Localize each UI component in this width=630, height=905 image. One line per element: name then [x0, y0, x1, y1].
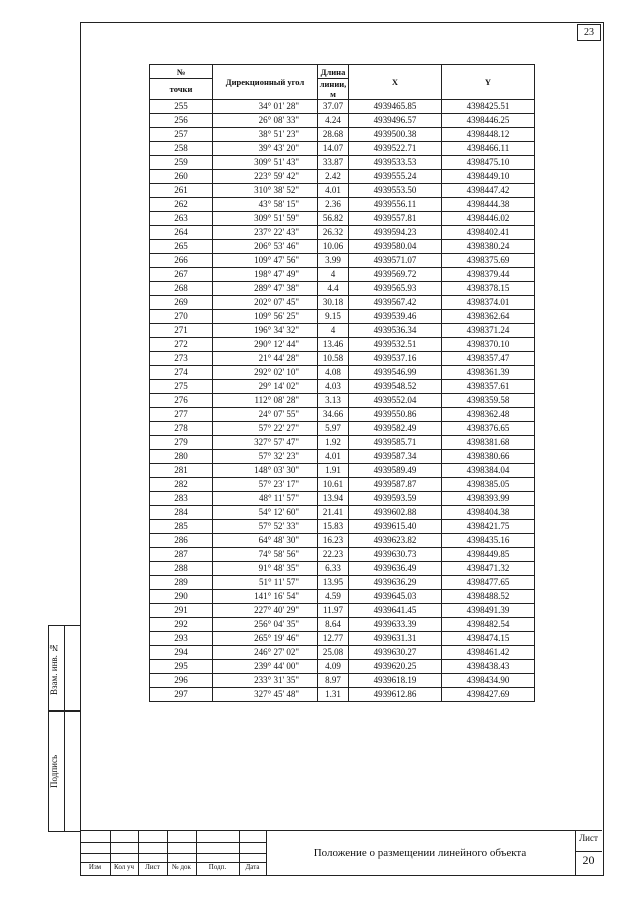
line-length: 4	[318, 268, 349, 282]
coord-x: 4939585.71	[349, 436, 442, 450]
line-length: 1.91	[318, 464, 349, 478]
sheet-number: 20	[582, 853, 595, 867]
coord-x: 4939587.87	[349, 478, 442, 492]
point-number: 289	[150, 576, 213, 590]
coord-x: 4939539.46	[349, 310, 442, 324]
coord-y: 4398375.69	[442, 254, 535, 268]
table-row	[150, 436, 535, 450]
coord-x: 4939552.04	[349, 394, 442, 408]
coord-y: 4398362.64	[442, 310, 535, 324]
coord-y: 4398448.12	[442, 128, 535, 142]
direction-angle: 91° 48' 35"	[213, 562, 318, 576]
table-row	[150, 618, 535, 632]
line-length: 26.32	[318, 226, 349, 240]
direction-angle: 43° 58' 15"	[213, 198, 318, 212]
line-length: 10.06	[318, 240, 349, 254]
line-length: 16.23	[318, 534, 349, 548]
coord-x: 4939465.85	[349, 100, 442, 114]
table-row	[150, 646, 535, 660]
point-number: 267	[150, 268, 213, 282]
direction-angle: 310° 38' 52"	[213, 184, 318, 198]
table-row	[150, 520, 535, 534]
coord-x: 4939565.93	[349, 282, 442, 296]
point-number: 277	[150, 408, 213, 422]
stamp-kol: Кол уч	[114, 863, 134, 871]
header-num: №	[150, 65, 213, 79]
line-length: 15.83	[318, 520, 349, 534]
point-number: 285	[150, 520, 213, 534]
direction-angle: 57° 52' 33"	[213, 520, 318, 534]
table-row	[150, 212, 535, 226]
line-length: 37.07	[318, 100, 349, 114]
line-length: 13.94	[318, 492, 349, 506]
coord-y: 4398488.52	[442, 590, 535, 604]
coord-x: 4939569.72	[349, 268, 442, 282]
line-length: 4.01	[318, 184, 349, 198]
table-row	[150, 464, 535, 478]
table-row	[150, 100, 535, 114]
line-length: 21.41	[318, 506, 349, 520]
table-row	[150, 562, 535, 576]
coord-x: 4939532.51	[349, 338, 442, 352]
direction-angle: 237° 22' 43"	[213, 226, 318, 240]
direction-angle: 292° 02' 10"	[213, 366, 318, 380]
direction-angle: 227° 40' 29"	[213, 604, 318, 618]
table-row	[150, 114, 535, 128]
point-number: 280	[150, 450, 213, 464]
coord-y: 4398427.69	[442, 688, 535, 702]
coord-y: 4398404.38	[442, 506, 535, 520]
coord-y: 4398378.15	[442, 282, 535, 296]
table-row	[150, 198, 535, 212]
coord-x: 4939630.73	[349, 548, 442, 562]
stamp-sign: Подп.	[208, 863, 227, 871]
coord-x: 4939500.38	[349, 128, 442, 142]
table-row	[150, 408, 535, 422]
direction-angle: 39° 43' 20"	[213, 142, 318, 156]
coord-x: 4939631.31	[349, 632, 442, 646]
coord-y: 4398374.01	[442, 296, 535, 310]
table-row	[150, 352, 535, 366]
direction-angle: 265° 19' 46"	[213, 632, 318, 646]
coord-y: 4398435.16	[442, 534, 535, 548]
line-length: 2.36	[318, 198, 349, 212]
direction-angle: 148° 03' 30"	[213, 464, 318, 478]
line-length: 4	[318, 324, 349, 338]
coord-y: 4398434.90	[442, 674, 535, 688]
point-number: 264	[150, 226, 213, 240]
line-length: 10.58	[318, 352, 349, 366]
table-row	[150, 604, 535, 618]
table-row	[150, 674, 535, 688]
direction-angle: 26° 08' 33"	[213, 114, 318, 128]
direction-angle: 109° 47' 56"	[213, 254, 318, 268]
point-number: 258	[150, 142, 213, 156]
line-length: 25.08	[318, 646, 349, 660]
line-length: 8.97	[318, 674, 349, 688]
point-number: 287	[150, 548, 213, 562]
page-number: 23	[577, 24, 601, 41]
coord-y: 4398357.47	[442, 352, 535, 366]
direction-angle: 51° 11' 57"	[213, 576, 318, 590]
coord-y: 4398461.42	[442, 646, 535, 660]
coord-x: 4939623.82	[349, 534, 442, 548]
line-length: 4.24	[318, 114, 349, 128]
point-number: 290	[150, 590, 213, 604]
direction-angle: 34° 01' 28"	[213, 100, 318, 114]
sign-label: Подпись	[49, 754, 59, 788]
coord-x: 4939522.71	[349, 142, 442, 156]
table-body	[150, 100, 535, 702]
point-number: 256	[150, 114, 213, 128]
line-length: 10.61	[318, 478, 349, 492]
coord-y: 4398425.51	[442, 100, 535, 114]
inv-block	[48, 625, 81, 712]
direction-angle: 57° 22' 27"	[213, 422, 318, 436]
point-number: 257	[150, 128, 213, 142]
direction-angle: 109° 56' 25"	[213, 310, 318, 324]
direction-angle: 54° 12' 60"	[213, 506, 318, 520]
point-number: 278	[150, 422, 213, 436]
table-row	[150, 310, 535, 324]
table-row	[150, 632, 535, 646]
line-length: 28.68	[318, 128, 349, 142]
coord-y: 4398371.24	[442, 324, 535, 338]
table-row	[150, 380, 535, 394]
coord-y: 4398361.39	[442, 366, 535, 380]
direction-angle: 29° 14' 02"	[213, 380, 318, 394]
table-row	[150, 338, 535, 352]
coord-x: 4939571.07	[349, 254, 442, 268]
coord-y: 4398362.48	[442, 408, 535, 422]
line-length: 11.97	[318, 604, 349, 618]
table-row	[150, 478, 535, 492]
table-row	[150, 324, 535, 338]
coord-y: 4398370.10	[442, 338, 535, 352]
header-num-bottom: точки	[150, 79, 213, 100]
direction-angle: 327° 45' 48"	[213, 688, 318, 702]
inv-label: Взам. инв. №	[49, 642, 59, 695]
direction-angle: 256° 04' 35"	[213, 618, 318, 632]
table-row	[150, 156, 535, 170]
line-length: 4.59	[318, 590, 349, 604]
point-number: 293	[150, 632, 213, 646]
direction-angle: 112° 08' 28"	[213, 394, 318, 408]
point-number: 282	[150, 478, 213, 492]
line-length: 3.13	[318, 394, 349, 408]
point-number: 263	[150, 212, 213, 226]
coord-x: 4939620.25	[349, 660, 442, 674]
line-length: 4.08	[318, 366, 349, 380]
point-number: 286	[150, 534, 213, 548]
coord-y: 4398447.42	[442, 184, 535, 198]
coord-y: 4398393.99	[442, 492, 535, 506]
coord-y: 4398449.10	[442, 170, 535, 184]
header-angle: Дирекционный угол	[213, 65, 318, 100]
coord-y: 4398381.68	[442, 436, 535, 450]
coord-x: 4939618.19	[349, 674, 442, 688]
coord-x: 4939645.03	[349, 590, 442, 604]
coord-y: 4398482.54	[442, 618, 535, 632]
coord-y: 4398444.38	[442, 198, 535, 212]
line-length: 14.07	[318, 142, 349, 156]
sheet-label: Лист	[579, 833, 598, 843]
coord-x: 4939556.11	[349, 198, 442, 212]
coord-x: 4939548.52	[349, 380, 442, 394]
coord-y: 4398357.61	[442, 380, 535, 394]
table-row	[150, 688, 535, 702]
direction-angle: 239° 44' 00"	[213, 660, 318, 674]
direction-angle: 246° 27' 02"	[213, 646, 318, 660]
coord-x: 4939615.40	[349, 520, 442, 534]
table-row	[150, 268, 535, 282]
coord-y: 4398376.65	[442, 422, 535, 436]
direction-angle: 196° 34' 32"	[213, 324, 318, 338]
table-row	[150, 296, 535, 310]
coord-x: 4939593.59	[349, 492, 442, 506]
coord-x: 4939589.49	[349, 464, 442, 478]
coord-y: 4398421.75	[442, 520, 535, 534]
table-row	[150, 170, 535, 184]
point-number: 284	[150, 506, 213, 520]
point-number: 270	[150, 310, 213, 324]
point-number: 272	[150, 338, 213, 352]
coord-x: 4939612.86	[349, 688, 442, 702]
table-row	[150, 660, 535, 674]
direction-angle: 206° 53' 46"	[213, 240, 318, 254]
coord-x: 4939580.04	[349, 240, 442, 254]
coord-x: 4939636.29	[349, 576, 442, 590]
line-length: 1.31	[318, 688, 349, 702]
table-row	[150, 506, 535, 520]
point-number: 275	[150, 380, 213, 394]
point-number: 288	[150, 562, 213, 576]
coord-y: 4398466.11	[442, 142, 535, 156]
point-number: 255	[150, 100, 213, 114]
line-length: 13.95	[318, 576, 349, 590]
coord-y: 4398491.39	[442, 604, 535, 618]
line-length: 4.4	[318, 282, 349, 296]
line-length: 3.99	[318, 254, 349, 268]
direction-angle: 24° 07' 55"	[213, 408, 318, 422]
coord-y: 4398477.65	[442, 576, 535, 590]
stamp-date: Дата	[245, 863, 260, 871]
coord-x: 4939594.23	[349, 226, 442, 240]
line-length: 4.01	[318, 450, 349, 464]
coord-y: 4398471.32	[442, 562, 535, 576]
coord-x: 4939550.86	[349, 408, 442, 422]
direction-angle: 198° 47' 49"	[213, 268, 318, 282]
point-number: 279	[150, 436, 213, 450]
table-row	[150, 366, 535, 380]
header-length-bottom: линии, м	[318, 79, 349, 100]
direction-angle: 290° 12' 44"	[213, 338, 318, 352]
coordinates-table	[149, 64, 535, 702]
line-length: 56.82	[318, 212, 349, 226]
coord-x: 4939602.88	[349, 506, 442, 520]
line-length: 1.92	[318, 436, 349, 450]
coord-y: 4398379.44	[442, 268, 535, 282]
stamp-doc: № док	[172, 863, 191, 871]
coord-x: 4939557.81	[349, 212, 442, 226]
coord-y: 4398446.25	[442, 114, 535, 128]
stamp-izm: Изм	[88, 863, 102, 871]
sign-block	[48, 710, 81, 832]
point-number: 297	[150, 688, 213, 702]
line-length: 2.42	[318, 170, 349, 184]
header-x: X	[349, 65, 442, 100]
point-number: 274	[150, 366, 213, 380]
line-length: 4.03	[318, 380, 349, 394]
line-length: 13.46	[318, 338, 349, 352]
coord-y: 4398474.15	[442, 632, 535, 646]
coord-x: 4939641.45	[349, 604, 442, 618]
coord-y: 4398402.41	[442, 226, 535, 240]
coord-y: 4398438.43	[442, 660, 535, 674]
table-row	[150, 142, 535, 156]
coord-y: 4398380.66	[442, 450, 535, 464]
line-length: 30.18	[318, 296, 349, 310]
coord-x: 4939582.49	[349, 422, 442, 436]
point-number: 271	[150, 324, 213, 338]
line-length: 33.87	[318, 156, 349, 170]
document-title: Положение о размещении линейного объекта	[313, 847, 527, 859]
header-y: Y	[442, 65, 535, 100]
direction-angle: 202° 07' 45"	[213, 296, 318, 310]
point-number: 262	[150, 198, 213, 212]
coord-y: 4398385.05	[442, 478, 535, 492]
coord-x: 4939553.50	[349, 184, 442, 198]
direction-angle: 74° 58' 56"	[213, 548, 318, 562]
coord-x: 4939537.16	[349, 352, 442, 366]
point-number: 268	[150, 282, 213, 296]
line-length: 22.23	[318, 548, 349, 562]
table-row	[150, 492, 535, 506]
coord-y: 4398380.24	[442, 240, 535, 254]
point-number: 273	[150, 352, 213, 366]
direction-angle: 57° 32' 23"	[213, 450, 318, 464]
point-number: 283	[150, 492, 213, 506]
point-number: 281	[150, 464, 213, 478]
table-row	[150, 590, 535, 604]
point-number: 276	[150, 394, 213, 408]
table-row	[150, 282, 535, 296]
direction-angle: 309° 51' 43"	[213, 156, 318, 170]
table-row	[150, 128, 535, 142]
direction-angle: 48° 11' 57"	[213, 492, 318, 506]
table-row	[150, 240, 535, 254]
coord-x: 4939496.57	[349, 114, 442, 128]
stamp-list: Лист	[145, 863, 160, 871]
line-length: 8.64	[318, 618, 349, 632]
coord-y: 4398449.85	[442, 548, 535, 562]
table-row	[150, 254, 535, 268]
line-length: 4.09	[318, 660, 349, 674]
direction-angle: 327° 57' 47"	[213, 436, 318, 450]
direction-angle: 57° 23' 17"	[213, 478, 318, 492]
point-number: 261	[150, 184, 213, 198]
table-row	[150, 226, 535, 240]
table-row	[150, 422, 535, 436]
table-row	[150, 548, 535, 562]
point-number: 294	[150, 646, 213, 660]
line-length: 9.15	[318, 310, 349, 324]
direction-angle: 289° 47' 38"	[213, 282, 318, 296]
coord-x: 4939636.49	[349, 562, 442, 576]
point-number: 269	[150, 296, 213, 310]
coord-x: 4939536.34	[349, 324, 442, 338]
direction-angle: 309° 51' 59"	[213, 212, 318, 226]
coord-y: 4398475.10	[442, 156, 535, 170]
table-row	[150, 576, 535, 590]
table-row	[150, 450, 535, 464]
coord-x: 4939546.99	[349, 366, 442, 380]
coord-x: 4939567.42	[349, 296, 442, 310]
line-length: 6.33	[318, 562, 349, 576]
point-number: 291	[150, 604, 213, 618]
point-number: 265	[150, 240, 213, 254]
header-length-top: Длина	[318, 65, 349, 79]
coord-x: 4939633.39	[349, 618, 442, 632]
point-number: 266	[150, 254, 213, 268]
direction-angle: 21° 44' 28"	[213, 352, 318, 366]
direction-angle: 38° 51' 23"	[213, 128, 318, 142]
line-length: 12.77	[318, 632, 349, 646]
point-number: 259	[150, 156, 213, 170]
direction-angle: 233° 31' 35"	[213, 674, 318, 688]
coord-x: 4939587.34	[349, 450, 442, 464]
coord-x: 4939555.24	[349, 170, 442, 184]
point-number: 292	[150, 618, 213, 632]
point-number: 296	[150, 674, 213, 688]
coord-y: 4398359.58	[442, 394, 535, 408]
table-row	[150, 394, 535, 408]
line-length: 5.97	[318, 422, 349, 436]
table-row	[150, 184, 535, 198]
coord-x: 4939630.27	[349, 646, 442, 660]
direction-angle: 141° 16' 54"	[213, 590, 318, 604]
coord-y: 4398384.04	[442, 464, 535, 478]
coord-x: 4939533.53	[349, 156, 442, 170]
table-row	[150, 534, 535, 548]
title-block	[80, 830, 602, 875]
line-length: 34.66	[318, 408, 349, 422]
point-number: 295	[150, 660, 213, 674]
coord-y: 4398446.02	[442, 212, 535, 226]
direction-angle: 223° 59' 42"	[213, 170, 318, 184]
direction-angle: 64° 48' 30"	[213, 534, 318, 548]
point-number: 260	[150, 170, 213, 184]
